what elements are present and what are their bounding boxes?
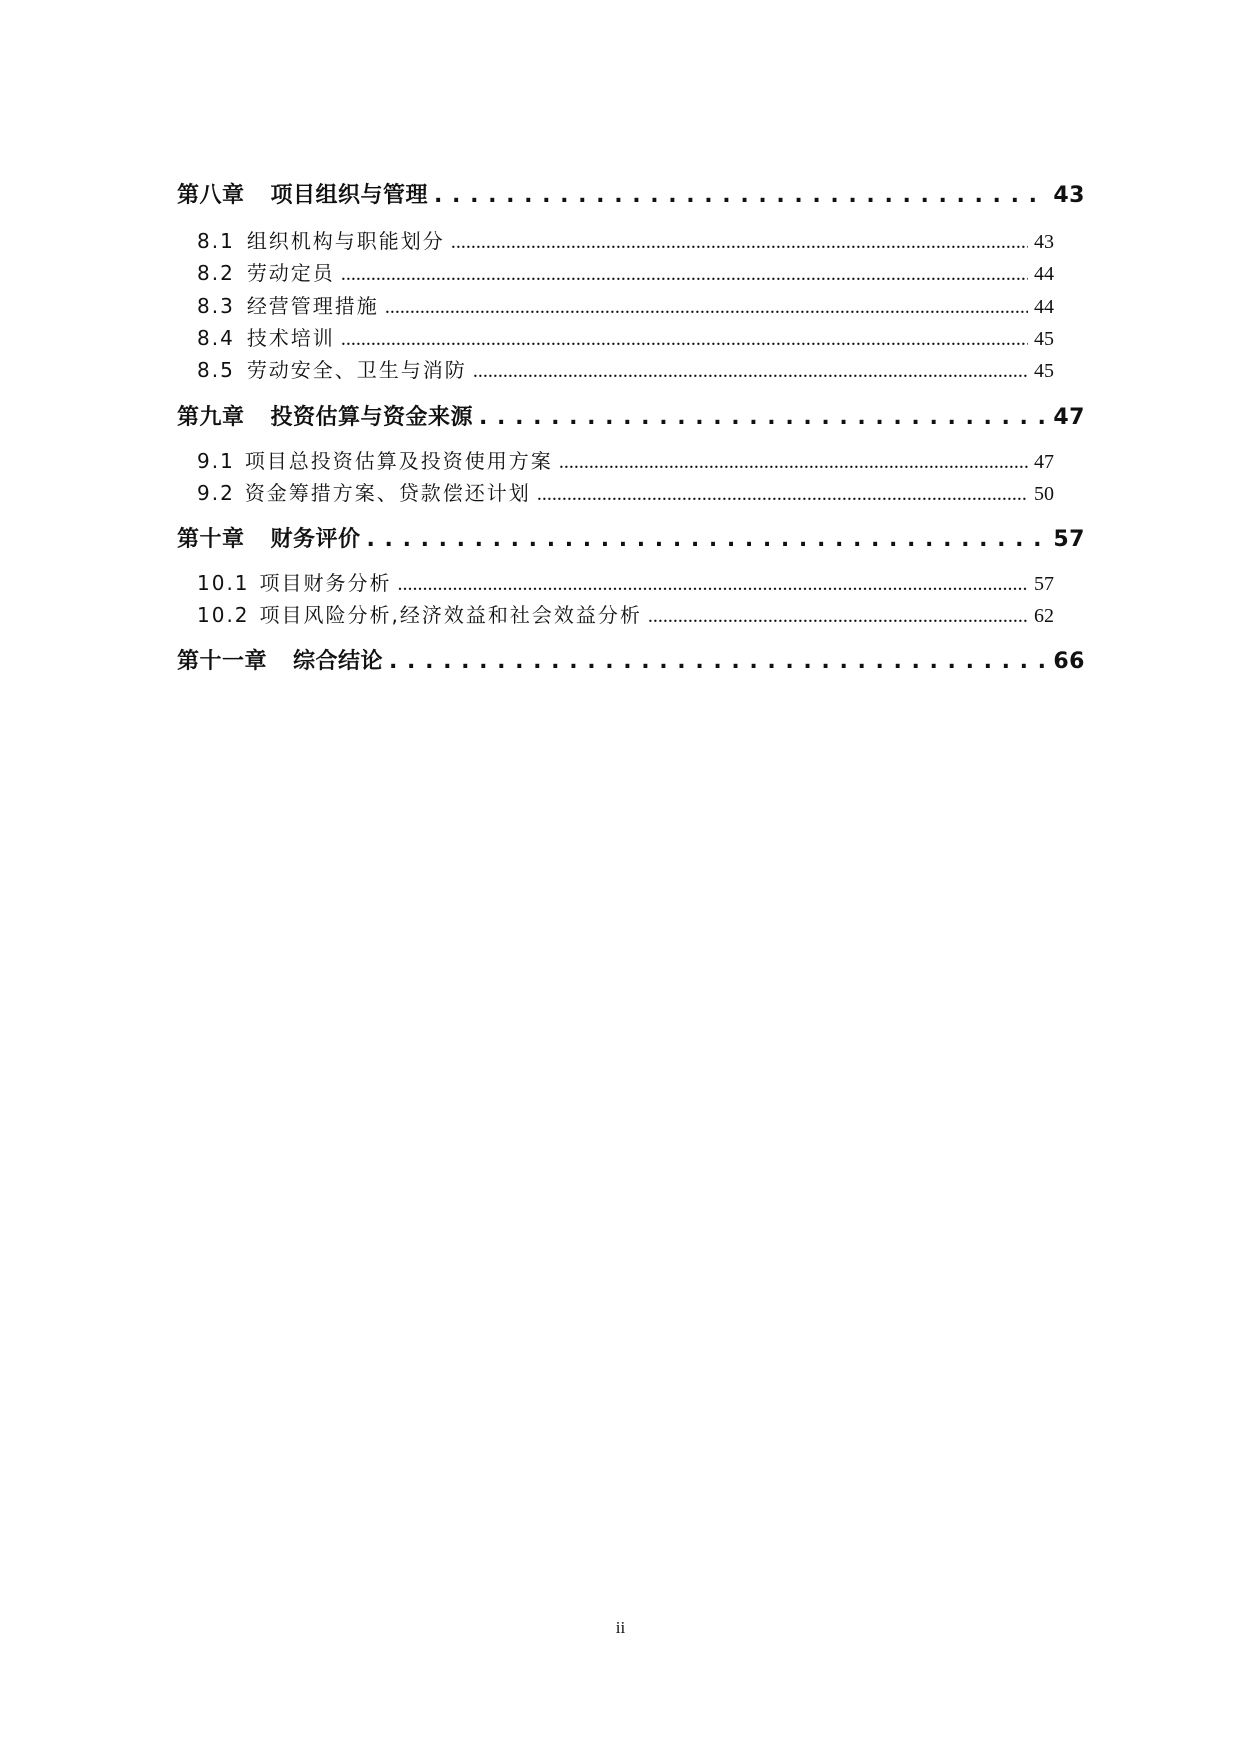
section-number: 8.5	[197, 358, 235, 382]
dot-leader	[341, 328, 1028, 351]
toc-section-8-5[interactable]	[197, 354, 1054, 383]
toc-chapter-8[interactable]	[177, 178, 1085, 209]
page-number: 47	[1053, 405, 1085, 430]
chapter-title: 项目组织与管理	[270, 183, 429, 208]
toc-section-8-2[interactable]	[197, 257, 1054, 286]
section-title: 组织机构与职能划分	[246, 229, 445, 253]
dot-leader	[473, 360, 1028, 383]
section-number: 10.1	[197, 571, 250, 595]
dot-leader	[537, 483, 1028, 506]
dot-leader	[434, 183, 1047, 208]
section-title: 经营管理措施	[246, 294, 379, 318]
dot-leader	[559, 451, 1028, 474]
toc-chapter-11[interactable]	[177, 644, 1085, 675]
dot-leader	[367, 527, 1048, 552]
dot-leader	[451, 231, 1028, 254]
dot-leader	[479, 405, 1047, 430]
page-number: 43	[1034, 231, 1054, 253]
section-number: 8.4	[197, 326, 235, 350]
section-title: 技术培训	[246, 326, 335, 350]
section-title: 项目财务分析	[259, 571, 392, 595]
page-number: 57	[1034, 573, 1054, 595]
section-title: 资金筹措方案、贷款偿还计划	[244, 481, 531, 505]
page-number: 43	[1053, 183, 1085, 208]
page-number: 62	[1034, 605, 1054, 627]
chapter-title: 财务评价	[270, 527, 361, 552]
toc-section-8-1[interactable]	[197, 225, 1054, 254]
page-number: 44	[1034, 296, 1054, 318]
page-number: 57	[1053, 527, 1085, 552]
section-number: 8.2	[197, 261, 235, 285]
page-footer-number: ii	[615, 1618, 626, 1637]
section-number: 9.2	[197, 481, 235, 505]
chapter-number: 第八章	[177, 183, 245, 208]
toc-section-10-1[interactable]	[197, 567, 1054, 596]
toc-chapter-9[interactable]	[177, 400, 1085, 431]
section-title: 劳动定员	[246, 261, 335, 285]
section-title: 项目总投资估算及投资使用方案	[244, 449, 553, 473]
page-number: 47	[1034, 451, 1054, 473]
section-number: 8.3	[197, 294, 235, 318]
section-number: 10.2	[197, 603, 250, 627]
page-number: 45	[1034, 360, 1054, 382]
section-number: 8.1	[197, 229, 235, 253]
section-title: 项目风险分析,经济效益和社会效益分析	[259, 603, 642, 627]
chapter-number: 第十章	[177, 527, 245, 552]
page-number: 45	[1034, 328, 1054, 350]
toc-section-8-3[interactable]	[197, 290, 1054, 319]
dot-leader	[341, 263, 1028, 286]
page-number: 50	[1034, 483, 1054, 505]
dot-leader	[648, 605, 1028, 628]
page-number: 66	[1053, 649, 1085, 674]
chapter-title: 综合结论	[293, 649, 384, 674]
chapter-number: 第十一章	[177, 649, 268, 674]
toc-chapter-10[interactable]	[177, 522, 1085, 553]
toc-section-8-4[interactable]	[197, 322, 1054, 351]
page-number: 44	[1034, 263, 1054, 285]
dot-leader	[389, 649, 1047, 674]
dot-leader	[398, 573, 1028, 596]
dot-leader	[385, 296, 1028, 319]
section-title: 劳动安全、卫生与消防	[246, 358, 467, 382]
toc-section-10-2[interactable]	[197, 599, 1054, 628]
toc-section-9-2[interactable]	[197, 477, 1054, 506]
toc-section-9-1[interactable]	[197, 445, 1054, 474]
chapter-title: 投资估算与资金来源	[270, 405, 474, 430]
section-number: 9.1	[197, 449, 235, 473]
chapter-number: 第九章	[177, 405, 245, 430]
